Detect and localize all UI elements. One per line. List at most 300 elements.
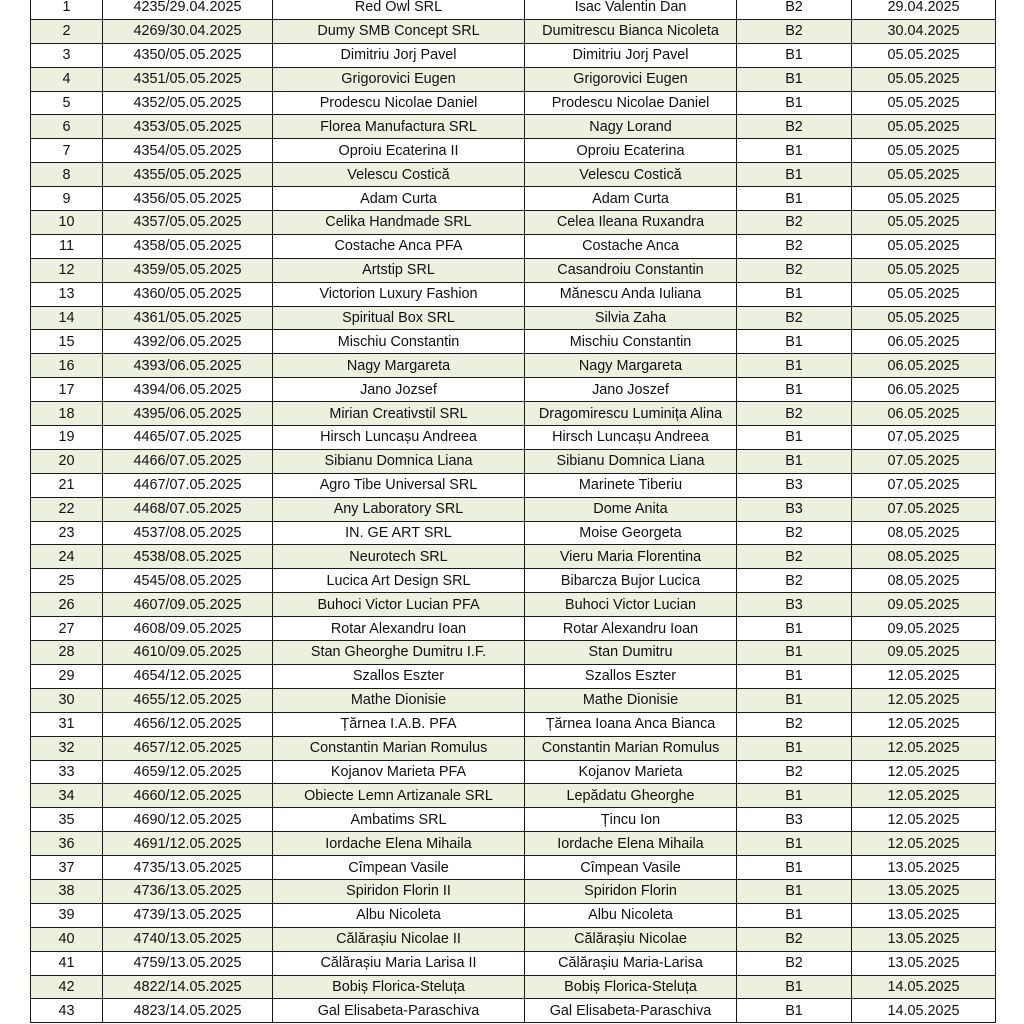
cell-nr: 19 <box>31 426 103 450</box>
table-row <box>31 856 996 880</box>
cell-date: 08.05.2025 <box>852 545 996 569</box>
cell-category: B1 <box>737 378 852 402</box>
cell-registration: 4392/06.05.2025 <box>103 330 273 354</box>
cell-date: 05.05.2025 <box>852 306 996 330</box>
cell-registration: 4354/05.05.2025 <box>103 139 273 163</box>
cell-category: B2 <box>737 712 852 736</box>
cell-category: B2 <box>737 0 852 19</box>
cell-nr: 42 <box>31 975 103 999</box>
table-row <box>31 163 996 187</box>
cell-registration: 4607/09.05.2025 <box>103 593 273 617</box>
cell-applicant: IN. GE ART SRL <box>273 521 525 545</box>
cell-date: 09.05.2025 <box>852 641 996 665</box>
cell-nr: 40 <box>31 927 103 951</box>
cell-nr: 9 <box>31 187 103 211</box>
cell-date: 14.05.2025 <box>852 999 996 1023</box>
cell-category: B1 <box>737 187 852 211</box>
cell-nr: 2 <box>31 19 103 43</box>
cell-date: 05.05.2025 <box>852 139 996 163</box>
table-row <box>31 211 996 235</box>
cell-representative: Spiridon Florin <box>525 879 737 903</box>
cell-representative: Nagy Margareta <box>525 354 737 378</box>
cell-nr: 11 <box>31 234 103 258</box>
cell-applicant: Kojanov Marieta PFA <box>273 760 525 784</box>
cell-applicant: Dimitriu Jorj Pavel <box>273 43 525 67</box>
cell-date: 07.05.2025 <box>852 473 996 497</box>
cell-nr: 37 <box>31 856 103 880</box>
cell-representative: Moise Georgeta <box>525 521 737 545</box>
cell-registration: 4655/12.05.2025 <box>103 688 273 712</box>
cell-applicant: Dumy SMB Concept SRL <box>273 19 525 43</box>
cell-representative: Vieru Maria Florentina <box>525 545 737 569</box>
cell-registration: 4545/08.05.2025 <box>103 569 273 593</box>
cell-representative: Silvia Zaha <box>525 306 737 330</box>
cell-applicant: Călărașiu Maria Larisa II <box>273 951 525 975</box>
cell-representative: Velescu Costică <box>525 163 737 187</box>
cell-applicant: Neurotech SRL <box>273 545 525 569</box>
cell-date: 05.05.2025 <box>852 234 996 258</box>
table-row <box>31 354 996 378</box>
cell-representative: Călărașiu Maria-Larisa <box>525 951 737 975</box>
cell-date: 13.05.2025 <box>852 951 996 975</box>
cell-nr: 36 <box>31 832 103 856</box>
cell-nr: 5 <box>31 91 103 115</box>
table-row <box>31 0 996 19</box>
cell-nr: 1 <box>31 0 103 19</box>
cell-representative: Dragomirescu Luminița Alina <box>525 402 737 426</box>
cell-date: 05.05.2025 <box>852 187 996 211</box>
cell-category: B1 <box>737 426 852 450</box>
cell-date: 13.05.2025 <box>852 879 996 903</box>
cell-representative: Dumitrescu Bianca Nicoleta <box>525 19 737 43</box>
cell-registration: 4822/14.05.2025 <box>103 975 273 999</box>
cell-nr: 16 <box>31 354 103 378</box>
table-row <box>31 19 996 43</box>
table-row <box>31 784 996 808</box>
cell-registration: 4235/29.04.2025 <box>103 0 273 19</box>
cell-registration: 4350/05.05.2025 <box>103 43 273 67</box>
cell-date: 07.05.2025 <box>852 426 996 450</box>
cell-representative: Sibianu Domnica Liana <box>525 449 737 473</box>
table-row <box>31 593 996 617</box>
table-row <box>31 712 996 736</box>
cell-registration: 4740/13.05.2025 <box>103 927 273 951</box>
cell-representative: Constantin Marian Romulus <box>525 736 737 760</box>
cell-applicant: Buhoci Victor Lucian PFA <box>273 593 525 617</box>
cell-registration: 4608/09.05.2025 <box>103 617 273 641</box>
cell-registration: 4735/13.05.2025 <box>103 856 273 880</box>
cell-representative: Costache Anca <box>525 234 737 258</box>
cell-nr: 26 <box>31 593 103 617</box>
cell-category: B1 <box>737 688 852 712</box>
cell-date: 05.05.2025 <box>852 282 996 306</box>
table-row <box>31 664 996 688</box>
cell-date: 12.05.2025 <box>852 664 996 688</box>
cell-category: B2 <box>737 258 852 282</box>
cell-date: 05.05.2025 <box>852 91 996 115</box>
cell-registration: 4538/08.05.2025 <box>103 545 273 569</box>
cell-representative: Adam Curta <box>525 187 737 211</box>
table-row <box>31 282 996 306</box>
cell-date: 29.04.2025 <box>852 0 996 19</box>
cell-nr: 13 <box>31 282 103 306</box>
cell-date: 05.05.2025 <box>852 43 996 67</box>
cell-registration: 4657/12.05.2025 <box>103 736 273 760</box>
table-row <box>31 617 996 641</box>
cell-date: 13.05.2025 <box>852 927 996 951</box>
table-row <box>31 449 996 473</box>
cell-date: 30.04.2025 <box>852 19 996 43</box>
table-row <box>31 832 996 856</box>
cell-category: B3 <box>737 808 852 832</box>
cell-category: B2 <box>737 927 852 951</box>
cell-registration: 4359/05.05.2025 <box>103 258 273 282</box>
cell-nr: 17 <box>31 378 103 402</box>
table-row <box>31 999 996 1023</box>
cell-date: 06.05.2025 <box>852 330 996 354</box>
cell-date: 13.05.2025 <box>852 856 996 880</box>
cell-applicant: Florea Manufactura SRL <box>273 115 525 139</box>
cell-applicant: Gal Elisabeta-Paraschiva <box>273 999 525 1023</box>
cell-representative: Szallos Eszter <box>525 664 737 688</box>
cell-representative: Țincu Ion <box>525 808 737 832</box>
cell-date: 05.05.2025 <box>852 258 996 282</box>
cell-representative: Grigorovici Eugen <box>525 67 737 91</box>
table-row <box>31 378 996 402</box>
cell-applicant: Constantin Marian Romulus <box>273 736 525 760</box>
cell-representative: Celea Ileana Ruxandra <box>525 211 737 235</box>
table-body <box>31 0 996 1023</box>
cell-registration: 4610/09.05.2025 <box>103 641 273 665</box>
cell-representative: Bibarcza Bujor Lucica <box>525 569 737 593</box>
table-row <box>31 545 996 569</box>
cell-category: B1 <box>737 163 852 187</box>
cell-category: B1 <box>737 449 852 473</box>
cell-nr: 32 <box>31 736 103 760</box>
cell-applicant: Adam Curta <box>273 187 525 211</box>
cell-representative: Călărașiu Nicolae <box>525 927 737 951</box>
cell-date: 12.05.2025 <box>852 808 996 832</box>
cell-applicant: Rotar Alexandru Ioan <box>273 617 525 641</box>
cell-category: B1 <box>737 330 852 354</box>
cell-representative: Lepădatu Gheorghe <box>525 784 737 808</box>
table-row <box>31 402 996 426</box>
cell-category: B1 <box>737 736 852 760</box>
cell-applicant: Grigorovici Eugen <box>273 67 525 91</box>
cell-date: 09.05.2025 <box>852 593 996 617</box>
table-row <box>31 879 996 903</box>
table-row <box>31 115 996 139</box>
cell-category: B1 <box>737 91 852 115</box>
cell-registration: 4352/05.05.2025 <box>103 91 273 115</box>
cell-category: B2 <box>737 115 852 139</box>
cell-nr: 38 <box>31 879 103 903</box>
cell-registration: 4654/12.05.2025 <box>103 664 273 688</box>
table-row <box>31 903 996 927</box>
cell-representative: Cîmpean Vasile <box>525 856 737 880</box>
cell-date: 05.05.2025 <box>852 211 996 235</box>
cell-category: B1 <box>737 43 852 67</box>
cell-applicant: Mischiu Constantin <box>273 330 525 354</box>
cell-applicant: Nagy Margareta <box>273 354 525 378</box>
cell-nr: 28 <box>31 641 103 665</box>
table-row <box>31 760 996 784</box>
cell-representative: Albu Nicoleta <box>525 903 737 927</box>
cell-category: B2 <box>737 19 852 43</box>
cell-registration: 4823/14.05.2025 <box>103 999 273 1023</box>
cell-applicant: Obiecte Lemn Artizanale SRL <box>273 784 525 808</box>
cell-registration: 4659/12.05.2025 <box>103 760 273 784</box>
cell-date: 06.05.2025 <box>852 402 996 426</box>
cell-date: 12.05.2025 <box>852 736 996 760</box>
cell-representative: Mischiu Constantin <box>525 330 737 354</box>
cell-date: 13.05.2025 <box>852 903 996 927</box>
cell-category: B1 <box>737 664 852 688</box>
cell-registration: 4355/05.05.2025 <box>103 163 273 187</box>
cell-nr: 12 <box>31 258 103 282</box>
cell-category: B2 <box>737 211 852 235</box>
cell-representative: Iordache Elena Mihaila <box>525 832 737 856</box>
cell-registration: 4537/08.05.2025 <box>103 521 273 545</box>
cell-registration: 4466/07.05.2025 <box>103 449 273 473</box>
cell-applicant: Red Owl SRL <box>273 0 525 19</box>
cell-applicant: Sibianu Domnica Liana <box>273 449 525 473</box>
cell-nr: 41 <box>31 951 103 975</box>
cell-category: B3 <box>737 593 852 617</box>
cell-category: B2 <box>737 760 852 784</box>
cell-nr: 10 <box>31 211 103 235</box>
cell-category: B1 <box>737 67 852 91</box>
cell-registration: 4759/13.05.2025 <box>103 951 273 975</box>
table-row <box>31 641 996 665</box>
cell-registration: 4358/05.05.2025 <box>103 234 273 258</box>
cell-representative: Hirsch Luncașu Andreea <box>525 426 737 450</box>
cell-nr: 34 <box>31 784 103 808</box>
table-row <box>31 67 996 91</box>
cell-nr: 3 <box>31 43 103 67</box>
cell-applicant: Szallos Eszter <box>273 664 525 688</box>
cell-representative: Nagy Lorand <box>525 115 737 139</box>
cell-date: 05.05.2025 <box>852 67 996 91</box>
cell-category: B2 <box>737 545 852 569</box>
cell-applicant: Bobiș Florica-Steluța <box>273 975 525 999</box>
cell-nr: 18 <box>31 402 103 426</box>
cell-representative: Buhoci Victor Lucian <box>525 593 737 617</box>
cell-date: 06.05.2025 <box>852 378 996 402</box>
cell-category: B1 <box>737 617 852 641</box>
registration-table <box>30 0 996 1023</box>
table-row <box>31 951 996 975</box>
cell-applicant: Spiritual Box SRL <box>273 306 525 330</box>
cell-category: B1 <box>737 903 852 927</box>
cell-nr: 23 <box>31 521 103 545</box>
cell-category: B1 <box>737 784 852 808</box>
cell-nr: 29 <box>31 664 103 688</box>
table-row <box>31 688 996 712</box>
cell-applicant: Lucica Art Design SRL <box>273 569 525 593</box>
cell-registration: 4361/05.05.2025 <box>103 306 273 330</box>
table-row <box>31 569 996 593</box>
table-row <box>31 139 996 163</box>
cell-category: B2 <box>737 521 852 545</box>
cell-applicant: Mathe Dionisie <box>273 688 525 712</box>
cell-date: 12.05.2025 <box>852 784 996 808</box>
cell-applicant: Oproiu Ecaterina II <box>273 139 525 163</box>
cell-applicant: Agro Tibe Universal SRL <box>273 473 525 497</box>
cell-registration: 4691/12.05.2025 <box>103 832 273 856</box>
cell-applicant: Țărnea I.A.B. PFA <box>273 712 525 736</box>
cell-nr: 31 <box>31 712 103 736</box>
cell-representative: Prodescu Nicolae Daniel <box>525 91 737 115</box>
table-row <box>31 43 996 67</box>
cell-representative: Dome Anita <box>525 497 737 521</box>
cell-nr: 25 <box>31 569 103 593</box>
cell-registration: 4351/05.05.2025 <box>103 67 273 91</box>
cell-representative: Stan Dumitru <box>525 641 737 665</box>
cell-registration: 4690/12.05.2025 <box>103 808 273 832</box>
cell-applicant: Prodescu Nicolae Daniel <box>273 91 525 115</box>
cell-registration: 4468/07.05.2025 <box>103 497 273 521</box>
cell-date: 05.05.2025 <box>852 163 996 187</box>
cell-representative: Kojanov Marieta <box>525 760 737 784</box>
table-row <box>31 258 996 282</box>
cell-category: B1 <box>737 832 852 856</box>
cell-applicant: Artstip SRL <box>273 258 525 282</box>
cell-representative: Țărnea Ioana Anca Bianca <box>525 712 737 736</box>
cell-category: B1 <box>737 856 852 880</box>
cell-date: 08.05.2025 <box>852 569 996 593</box>
cell-representative: Mănescu Anda Iuliana <box>525 282 737 306</box>
cell-applicant: Velescu Costică <box>273 163 525 187</box>
cell-applicant: Mirian Creativstil SRL <box>273 402 525 426</box>
table-row <box>31 426 996 450</box>
cell-registration: 4467/07.05.2025 <box>103 473 273 497</box>
cell-nr: 7 <box>31 139 103 163</box>
cell-category: B1 <box>737 282 852 306</box>
cell-registration: 4360/05.05.2025 <box>103 282 273 306</box>
cell-nr: 20 <box>31 449 103 473</box>
cell-applicant: Iordache Elena Mihaila <box>273 832 525 856</box>
cell-registration: 4656/12.05.2025 <box>103 712 273 736</box>
cell-representative: Rotar Alexandru Ioan <box>525 617 737 641</box>
cell-registration: 4739/13.05.2025 <box>103 903 273 927</box>
table-row <box>31 927 996 951</box>
cell-date: 12.05.2025 <box>852 760 996 784</box>
cell-representative: Mathe Dionisie <box>525 688 737 712</box>
cell-category: B2 <box>737 402 852 426</box>
cell-date: 12.05.2025 <box>852 688 996 712</box>
cell-applicant: Albu Nicoleta <box>273 903 525 927</box>
table-row <box>31 234 996 258</box>
cell-nr: 27 <box>31 617 103 641</box>
cell-registration: 4395/06.05.2025 <box>103 402 273 426</box>
cell-registration: 4357/05.05.2025 <box>103 211 273 235</box>
cell-registration: 4394/06.05.2025 <box>103 378 273 402</box>
cell-category: B2 <box>737 306 852 330</box>
cell-registration: 4356/05.05.2025 <box>103 187 273 211</box>
cell-nr: 35 <box>31 808 103 832</box>
cell-category: B1 <box>737 641 852 665</box>
cell-date: 07.05.2025 <box>852 497 996 521</box>
cell-representative: Jano Joszef <box>525 378 737 402</box>
cell-nr: 8 <box>31 163 103 187</box>
table-row <box>31 521 996 545</box>
table-row <box>31 975 996 999</box>
cell-representative: Isac Valentin Dan <box>525 0 737 19</box>
cell-nr: 24 <box>31 545 103 569</box>
cell-registration: 4736/13.05.2025 <box>103 879 273 903</box>
cell-applicant: Hirsch Luncașu Andreea <box>273 426 525 450</box>
cell-applicant: Ambatims SRL <box>273 808 525 832</box>
cell-nr: 6 <box>31 115 103 139</box>
cell-category: B1 <box>737 354 852 378</box>
cell-applicant: Călărașiu Nicolae II <box>273 927 525 951</box>
cell-nr: 22 <box>31 497 103 521</box>
cell-date: 06.05.2025 <box>852 354 996 378</box>
cell-category: B1 <box>737 999 852 1023</box>
cell-category: B1 <box>737 139 852 163</box>
table-row <box>31 497 996 521</box>
cell-registration: 4353/05.05.2025 <box>103 115 273 139</box>
cell-representative: Bobiș Florica-Steluța <box>525 975 737 999</box>
cell-applicant: Costache Anca PFA <box>273 234 525 258</box>
cell-nr: 15 <box>31 330 103 354</box>
cell-nr: 4 <box>31 67 103 91</box>
table-row <box>31 736 996 760</box>
table-row <box>31 91 996 115</box>
cell-applicant: Stan Gheorghe Dumitru I.F. <box>273 641 525 665</box>
table-row <box>31 808 996 832</box>
cell-nr: 43 <box>31 999 103 1023</box>
cell-category: B1 <box>737 975 852 999</box>
cell-nr: 39 <box>31 903 103 927</box>
cell-registration: 4393/06.05.2025 <box>103 354 273 378</box>
cell-date: 12.05.2025 <box>852 832 996 856</box>
cell-registration: 4465/07.05.2025 <box>103 426 273 450</box>
cell-category: B3 <box>737 473 852 497</box>
cell-date: 09.05.2025 <box>852 617 996 641</box>
cell-representative: Dimitriu Jorj Pavel <box>525 43 737 67</box>
cell-representative: Casandroiu Constantin <box>525 258 737 282</box>
cell-category: B2 <box>737 234 852 258</box>
cell-applicant: Victorion Luxury Fashion <box>273 282 525 306</box>
table-row <box>31 306 996 330</box>
table-row <box>31 187 996 211</box>
cell-representative: Gal Elisabeta-Paraschiva <box>525 999 737 1023</box>
cell-applicant: Celika Handmade SRL <box>273 211 525 235</box>
cell-representative: Marinete Tiberiu <box>525 473 737 497</box>
cell-representative: Oproiu Ecaterina <box>525 139 737 163</box>
cell-category: B3 <box>737 497 852 521</box>
cell-date: 12.05.2025 <box>852 712 996 736</box>
cell-date: 14.05.2025 <box>852 975 996 999</box>
cell-registration: 4269/30.04.2025 <box>103 19 273 43</box>
cell-category: B2 <box>737 569 852 593</box>
table-row <box>31 473 996 497</box>
cell-date: 05.05.2025 <box>852 115 996 139</box>
cell-date: 07.05.2025 <box>852 449 996 473</box>
cell-category: B1 <box>737 879 852 903</box>
cell-nr: 33 <box>31 760 103 784</box>
cell-date: 08.05.2025 <box>852 521 996 545</box>
cell-nr: 30 <box>31 688 103 712</box>
cell-applicant: Spiridon Florin II <box>273 879 525 903</box>
cell-registration: 4660/12.05.2025 <box>103 784 273 808</box>
cell-category: B2 <box>737 951 852 975</box>
cell-applicant: Any Laboratory SRL <box>273 497 525 521</box>
cell-nr: 14 <box>31 306 103 330</box>
cell-applicant: Jano Jozsef <box>273 378 525 402</box>
